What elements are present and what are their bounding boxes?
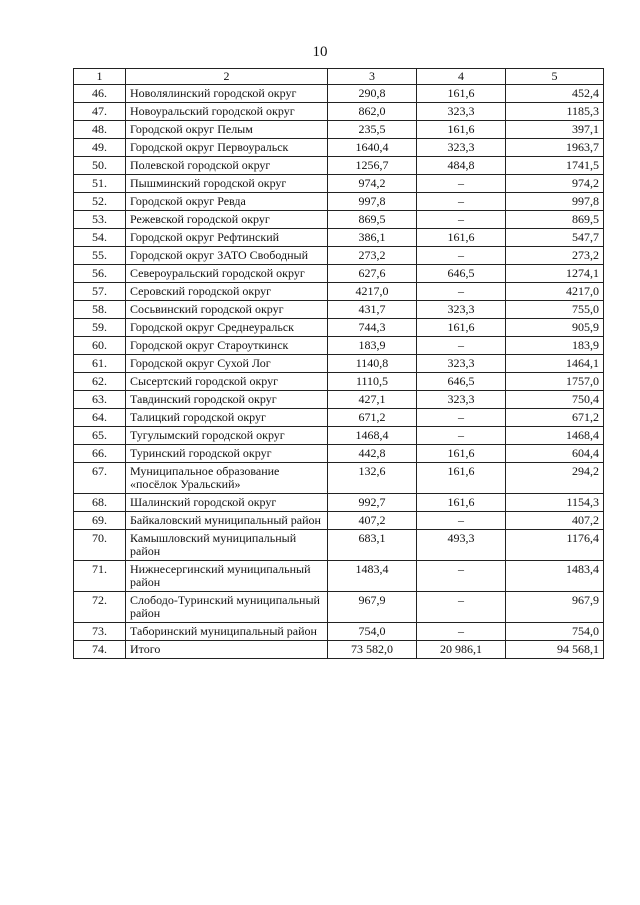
- row-number: 56.: [74, 265, 126, 283]
- row-number: 50.: [74, 157, 126, 175]
- table-row: [74, 85, 604, 103]
- table-row: [74, 623, 604, 641]
- table-body: [74, 85, 604, 659]
- data-table: [73, 68, 604, 659]
- value-col3: 183,9: [328, 337, 417, 355]
- value-col5: 1963,7: [506, 139, 604, 157]
- value-col5: 294,2: [506, 463, 604, 494]
- value-col4: –: [417, 592, 506, 623]
- table-row: [74, 229, 604, 247]
- row-number: 47.: [74, 103, 126, 121]
- table-row: [74, 641, 604, 659]
- row-number: 48.: [74, 121, 126, 139]
- municipality-name: Талицкий городской округ: [126, 409, 328, 427]
- value-col3: 427,1: [328, 391, 417, 409]
- column-header-5: 5: [506, 69, 604, 85]
- table-row: [74, 265, 604, 283]
- value-col5: 94 568,1: [506, 641, 604, 659]
- municipality-name: Нижнесергинский муниципальный район: [126, 561, 328, 592]
- row-number: 68.: [74, 494, 126, 512]
- municipality-name: Сысертский городской округ: [126, 373, 328, 391]
- value-col5: 1757,0: [506, 373, 604, 391]
- row-number: 61.: [74, 355, 126, 373]
- table-row: [74, 157, 604, 175]
- value-col5: 1185,3: [506, 103, 604, 121]
- municipality-name: Серовский городской округ: [126, 283, 328, 301]
- value-col3: 974,2: [328, 175, 417, 193]
- value-col4: 323,3: [417, 355, 506, 373]
- value-col5: 750,4: [506, 391, 604, 409]
- value-col4: –: [417, 193, 506, 211]
- municipality-name: Камышловский муниципальный район: [126, 530, 328, 561]
- municipality-name: Пышминский городской округ: [126, 175, 328, 193]
- municipality-name: Таборинский муниципальный район: [126, 623, 328, 641]
- row-number: 65.: [74, 427, 126, 445]
- value-col4: –: [417, 561, 506, 592]
- row-number: 57.: [74, 283, 126, 301]
- municipality-name: Байкаловский муниципальный район: [126, 512, 328, 530]
- value-col5: 4217,0: [506, 283, 604, 301]
- value-col3: 997,8: [328, 193, 417, 211]
- value-col3: 627,6: [328, 265, 417, 283]
- value-col3: 862,0: [328, 103, 417, 121]
- table-row: [74, 494, 604, 512]
- value-col4: –: [417, 211, 506, 229]
- row-number: 54.: [74, 229, 126, 247]
- value-col3: 235,5: [328, 121, 417, 139]
- value-col4: 323,3: [417, 139, 506, 157]
- value-col5: 407,2: [506, 512, 604, 530]
- table-row: [74, 247, 604, 265]
- value-col5: 754,0: [506, 623, 604, 641]
- column-header-4: 4: [417, 69, 506, 85]
- value-col4: 484,8: [417, 157, 506, 175]
- value-col4: –: [417, 283, 506, 301]
- value-col5: 397,1: [506, 121, 604, 139]
- municipality-name: Итого: [126, 641, 328, 659]
- value-col3: 290,8: [328, 85, 417, 103]
- table-row: [74, 319, 604, 337]
- row-number: 60.: [74, 337, 126, 355]
- table-row: [74, 337, 604, 355]
- value-col3: 431,7: [328, 301, 417, 319]
- municipality-name: Слободо-Туринский муниципальный район: [126, 592, 328, 623]
- municipality-name: Туринский городской округ: [126, 445, 328, 463]
- value-col5: 905,9: [506, 319, 604, 337]
- value-col3: 273,2: [328, 247, 417, 265]
- column-header-2: 2: [126, 69, 328, 85]
- municipality-name: Сосьвинский городской округ: [126, 301, 328, 319]
- municipality-name: Североуральский городской округ: [126, 265, 328, 283]
- value-col4: 161,6: [417, 463, 506, 494]
- value-col3: 1110,5: [328, 373, 417, 391]
- value-col3: 442,8: [328, 445, 417, 463]
- value-col4: 161,6: [417, 229, 506, 247]
- table-row: [74, 175, 604, 193]
- value-col5: 1154,3: [506, 494, 604, 512]
- row-number: 62.: [74, 373, 126, 391]
- row-number: 66.: [74, 445, 126, 463]
- value-col4: 493,3: [417, 530, 506, 561]
- value-col4: 161,6: [417, 85, 506, 103]
- municipality-name: Городской округ Староуткинск: [126, 337, 328, 355]
- value-col3: 992,7: [328, 494, 417, 512]
- municipality-name: Муниципальное образование «посёлок Уральский»: [126, 463, 328, 494]
- value-col3: 1140,8: [328, 355, 417, 373]
- value-col3: 967,9: [328, 592, 417, 623]
- table-row: [74, 301, 604, 319]
- value-col5: 997,8: [506, 193, 604, 211]
- row-number: 49.: [74, 139, 126, 157]
- municipality-name: Режевской городской округ: [126, 211, 328, 229]
- municipality-name: Городской округ Среднеуральск: [126, 319, 328, 337]
- value-col5: 1274,1: [506, 265, 604, 283]
- value-col3: 683,1: [328, 530, 417, 561]
- value-col3: 1483,4: [328, 561, 417, 592]
- row-number: 51.: [74, 175, 126, 193]
- municipality-name: Полевской городской округ: [126, 157, 328, 175]
- table-row: [74, 283, 604, 301]
- table-row: [74, 355, 604, 373]
- value-col3: 132,6: [328, 463, 417, 494]
- row-number: 53.: [74, 211, 126, 229]
- value-col5: 273,2: [506, 247, 604, 265]
- value-col3: 744,3: [328, 319, 417, 337]
- value-col5: 1176,4: [506, 530, 604, 561]
- table-row: [74, 530, 604, 561]
- value-col4: 646,5: [417, 265, 506, 283]
- value-col5: 547,7: [506, 229, 604, 247]
- value-col3: 4217,0: [328, 283, 417, 301]
- value-col5: 967,9: [506, 592, 604, 623]
- value-col3: 1468,4: [328, 427, 417, 445]
- table-row: [74, 103, 604, 121]
- value-col4: 323,3: [417, 301, 506, 319]
- value-col4: 323,3: [417, 391, 506, 409]
- value-col4: –: [417, 409, 506, 427]
- value-col4: 161,6: [417, 319, 506, 337]
- value-col3: 1256,7: [328, 157, 417, 175]
- table-row: [74, 121, 604, 139]
- value-col4: –: [417, 175, 506, 193]
- row-number: 72.: [74, 592, 126, 623]
- column-header-3: 3: [328, 69, 417, 85]
- value-col3: 754,0: [328, 623, 417, 641]
- table-row: [74, 561, 604, 592]
- row-number: 59.: [74, 319, 126, 337]
- value-col4: 20 986,1: [417, 641, 506, 659]
- column-header-1: 1: [74, 69, 126, 85]
- row-number: 67.: [74, 463, 126, 494]
- row-number: 46.: [74, 85, 126, 103]
- table-row: [74, 592, 604, 623]
- municipality-name: Тавдинский городской округ: [126, 391, 328, 409]
- table-row: [74, 409, 604, 427]
- table-row: [74, 463, 604, 494]
- row-number: 64.: [74, 409, 126, 427]
- value-col5: 671,2: [506, 409, 604, 427]
- value-col4: 646,5: [417, 373, 506, 391]
- row-number: 70.: [74, 530, 126, 561]
- table-row: [74, 445, 604, 463]
- municipality-name: Городской округ ЗАТО Свободный: [126, 247, 328, 265]
- table-row: [74, 373, 604, 391]
- municipality-name: Новоуральский городской округ: [126, 103, 328, 121]
- municipality-name: Шалинский городской округ: [126, 494, 328, 512]
- value-col5: 183,9: [506, 337, 604, 355]
- municipality-name: Городской округ Ревда: [126, 193, 328, 211]
- municipality-name: Тугулымский городской округ: [126, 427, 328, 445]
- table-row: [74, 211, 604, 229]
- row-number: 74.: [74, 641, 126, 659]
- municipality-name: Городской округ Рефтинский: [126, 229, 328, 247]
- value-col4: –: [417, 427, 506, 445]
- row-number: 52.: [74, 193, 126, 211]
- value-col5: 755,0: [506, 301, 604, 319]
- row-number: 58.: [74, 301, 126, 319]
- value-col5: 1468,4: [506, 427, 604, 445]
- value-col3: 407,2: [328, 512, 417, 530]
- value-col5: 974,2: [506, 175, 604, 193]
- value-col5: 452,4: [506, 85, 604, 103]
- header-row: [74, 69, 604, 85]
- value-col3: 73 582,0: [328, 641, 417, 659]
- row-number: 63.: [74, 391, 126, 409]
- row-number: 69.: [74, 512, 126, 530]
- value-col4: –: [417, 623, 506, 641]
- value-col5: 1464,1: [506, 355, 604, 373]
- value-col3: 869,5: [328, 211, 417, 229]
- value-col4: –: [417, 337, 506, 355]
- municipality-name: Городской округ Пелым: [126, 121, 328, 139]
- value-col5: 1741,5: [506, 157, 604, 175]
- municipality-name: Городской округ Первоуральск: [126, 139, 328, 157]
- value-col3: 386,1: [328, 229, 417, 247]
- value-col5: 604,4: [506, 445, 604, 463]
- row-number: 55.: [74, 247, 126, 265]
- value-col3: 671,2: [328, 409, 417, 427]
- table-row: [74, 427, 604, 445]
- row-number: 71.: [74, 561, 126, 592]
- table-row: [74, 139, 604, 157]
- value-col4: 161,6: [417, 121, 506, 139]
- page-number: 10: [312, 44, 328, 60]
- table-row: [74, 391, 604, 409]
- table-row: [74, 512, 604, 530]
- table-row: [74, 193, 604, 211]
- value-col4: –: [417, 247, 506, 265]
- value-col4: –: [417, 512, 506, 530]
- value-col3: 1640,4: [328, 139, 417, 157]
- value-col4: 161,6: [417, 445, 506, 463]
- value-col4: 161,6: [417, 494, 506, 512]
- value-col5: 1483,4: [506, 561, 604, 592]
- value-col4: 323,3: [417, 103, 506, 121]
- value-col5: 869,5: [506, 211, 604, 229]
- municipality-name: Городской округ Сухой Лог: [126, 355, 328, 373]
- municipality-name: Новолялинский городской округ: [126, 85, 328, 103]
- row-number: 73.: [74, 623, 126, 641]
